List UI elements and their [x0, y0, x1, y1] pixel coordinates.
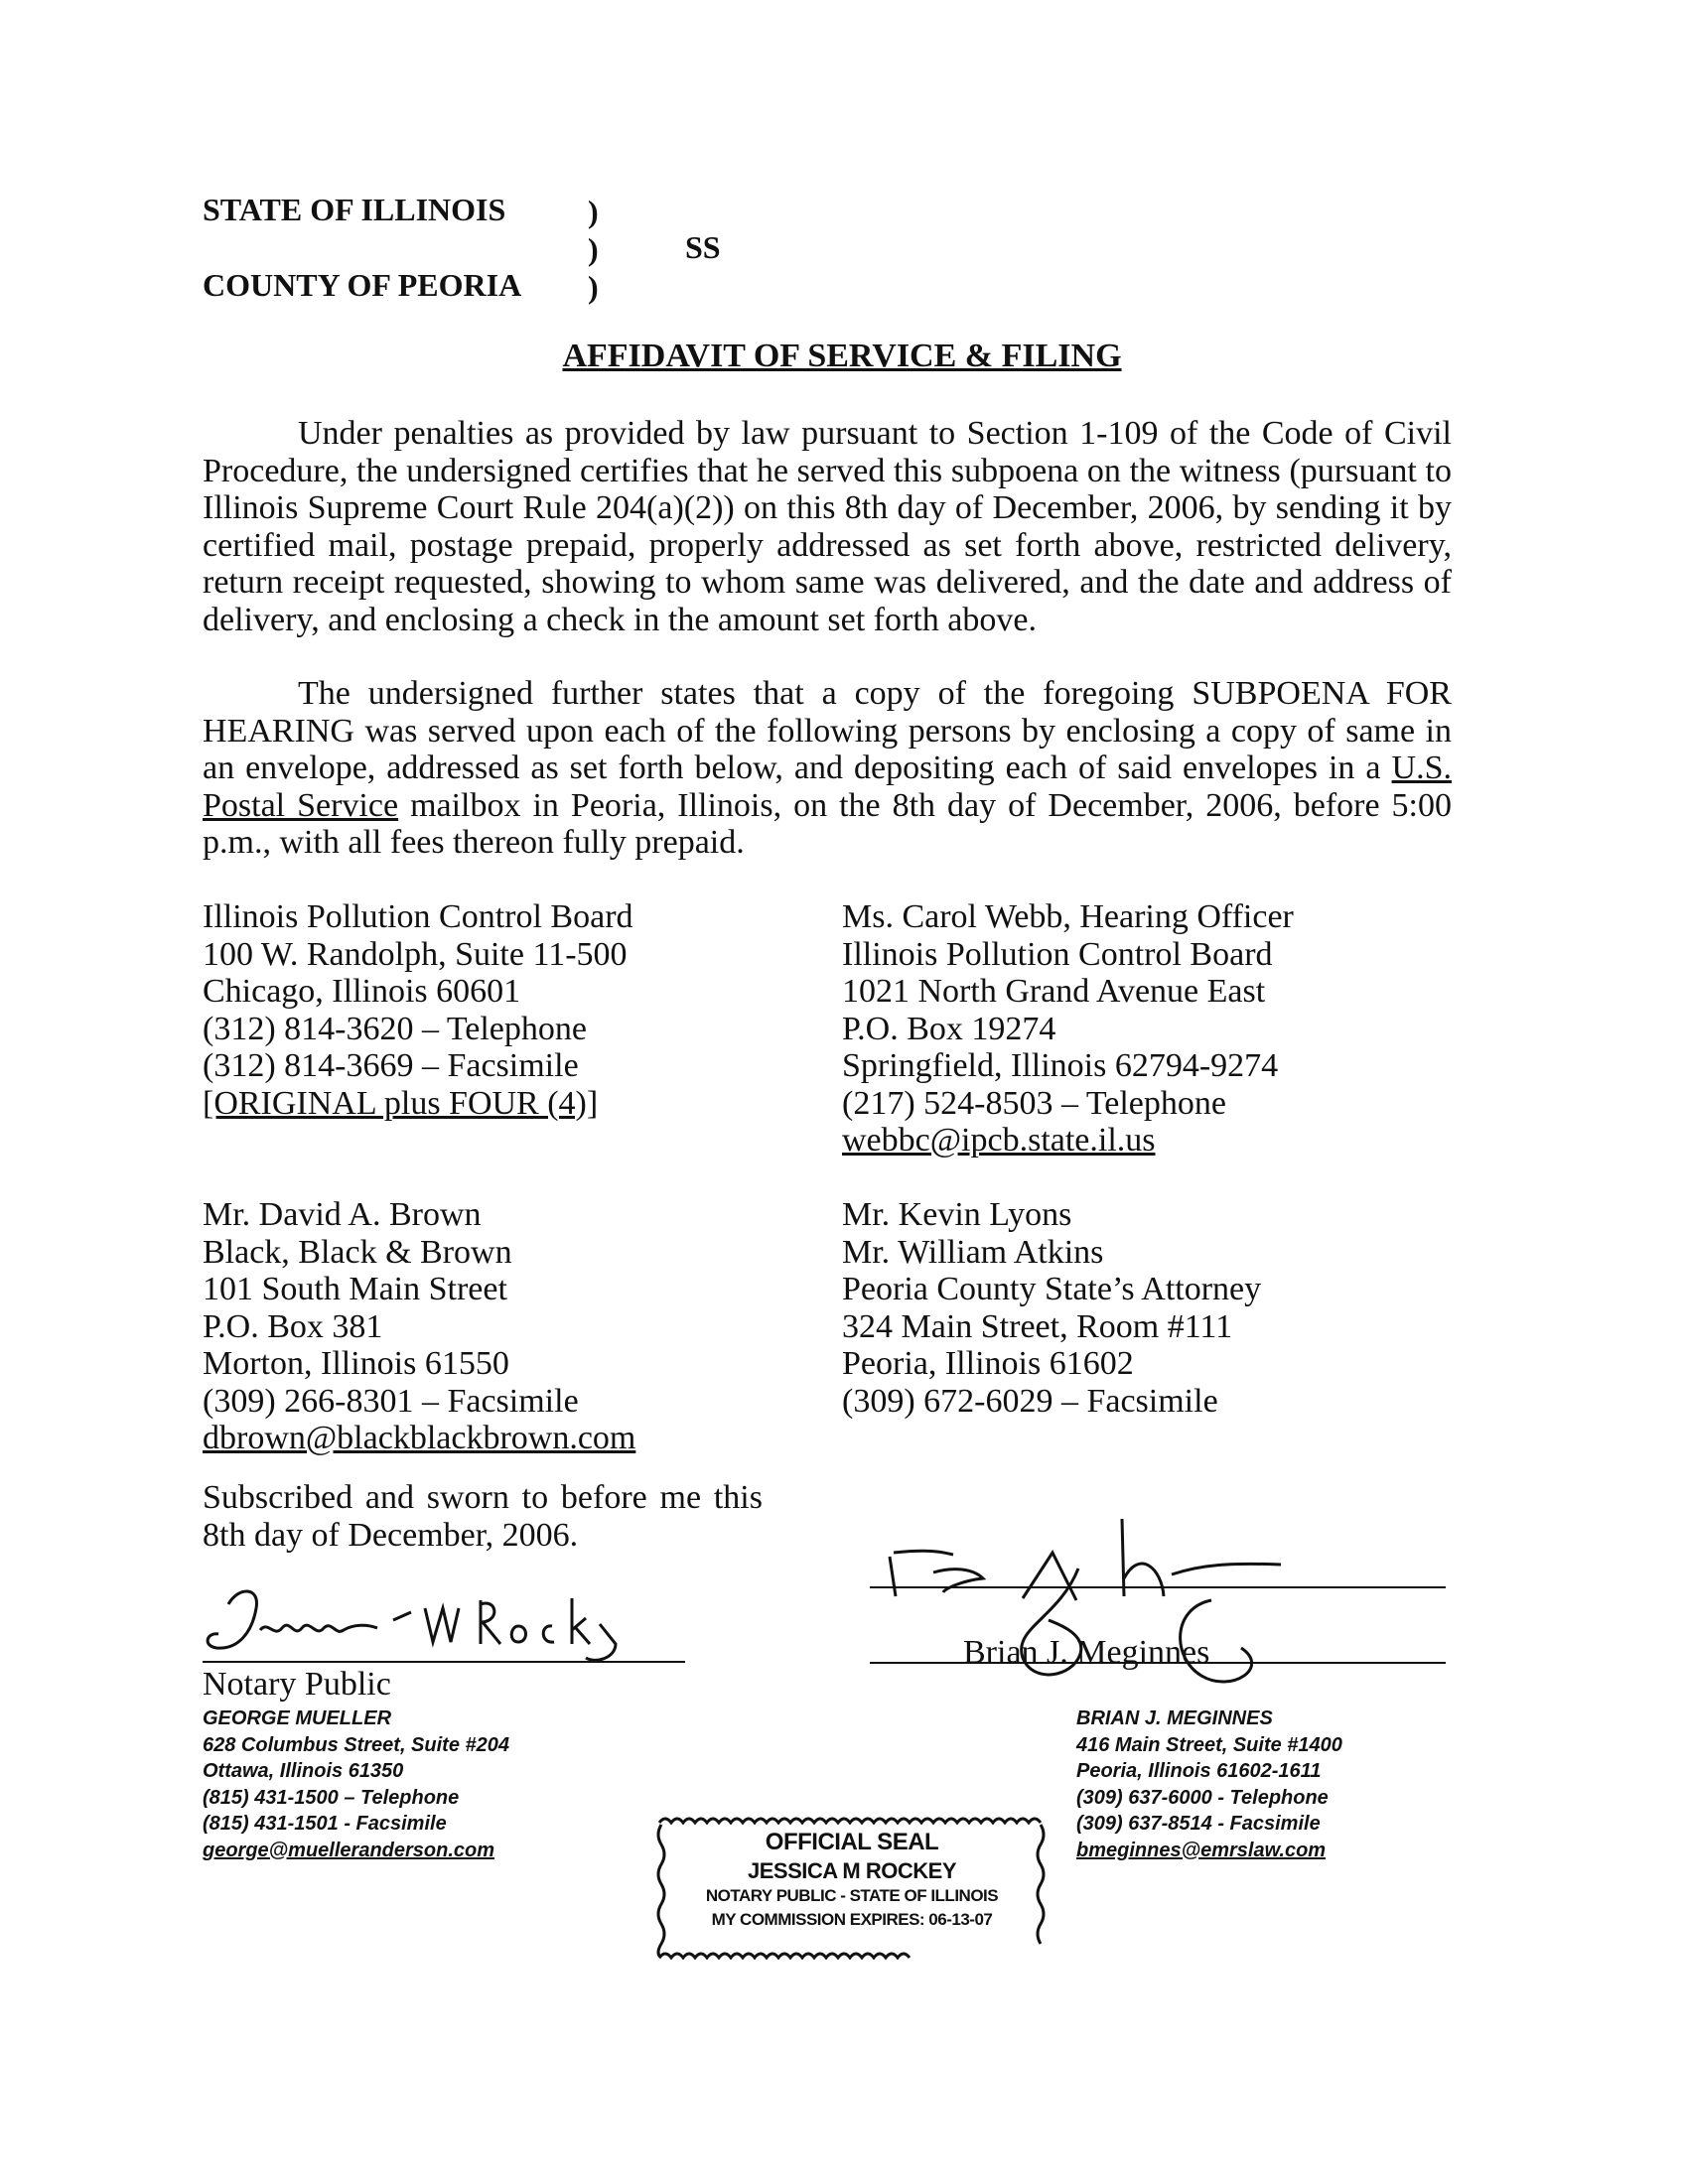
address-line: 100 W. Randolph, Suite 11-500	[203, 935, 628, 973]
document-title: AFFIDAVIT OF SERVICE & FILING	[562, 338, 1122, 374]
address-line: Illinois Pollution Control Board	[842, 935, 1273, 973]
address-line: Chicago, Illinois 60601	[203, 973, 521, 1010]
meginnes-contact-block	[1076, 1706, 1342, 1863]
mueller-contact-block	[203, 1706, 509, 1863]
address-line: Springfield, Illinois 62794-9274	[842, 1047, 1279, 1084]
seal-notary-name: JESSICA M ROCKEY	[747, 1858, 956, 1883]
signature-line-upper	[870, 1586, 1446, 1588]
contact-line: 416 Main Street, Suite #1400	[1076, 1733, 1342, 1756]
sworn-statement: Subscribed and sworn to before me this 8th day of December, 2006.	[203, 1479, 763, 1554]
copies-note: [ORIGINAL plus FOUR (4)]	[203, 1084, 599, 1122]
contact-line: (815) 431-1500 – Telephone	[203, 1786, 460, 1809]
official-seal-stamp	[651, 1809, 1052, 1968]
email-link[interactable]: webbc@ipcb.state.il.us	[842, 1122, 1156, 1159]
email-link[interactable]: george@muelleranderson.com	[203, 1839, 495, 1861]
recipient-webb	[842, 898, 1294, 1160]
address-line: 1021 North Grand Avenue East	[842, 973, 1266, 1010]
address-line: (309) 266-8301 – Facsimile	[203, 1382, 579, 1420]
caption-paren: )	[588, 231, 599, 267]
address-line: 101 South Main Street	[203, 1271, 507, 1307]
email-link[interactable]: dbrown@blackblackbrown.com	[203, 1420, 636, 1456]
ss-label: SS	[685, 229, 721, 265]
county-label: COUNTY OF PEORIA	[203, 267, 522, 303]
seal-title: OFFICIAL SEAL	[765, 1829, 939, 1855]
address-line: Mr. Kevin Lyons	[842, 1196, 1072, 1233]
address-line: P.O. Box 381	[203, 1307, 383, 1345]
mailing-paragraph-text: The undersigned further states that a copy of the foregoing SUBPOENA FOR HEARING was served upon each of the following persons by enclosing a copy of same in an envelope, addressed as set forth below, and depositing each of said envelopes in a	[203, 675, 1452, 786]
address-line: Peoria, Illinois 61602	[842, 1345, 1134, 1382]
recipient-brown	[203, 1196, 635, 1457]
address-line: 324 Main Street, Room #111	[842, 1307, 1233, 1345]
mailing-paragraph-text: mailbox in Peoria, Illinois, on the 8th day of December, 2006, before 5:00 p.m., with all fees thereon fully prepaid.	[203, 786, 1453, 861]
contact-line: (309) 637-8514 - Facsimile	[1076, 1813, 1321, 1835]
address-line: Illinois Pollution Control Board	[203, 898, 633, 935]
caption-paren: )	[588, 269, 599, 305]
contact-line: (815) 431-1501 - Facsimile	[203, 1813, 447, 1835]
address-line: (309) 672-6029 – Facsimile	[842, 1382, 1218, 1420]
state-label: STATE OF ILLINOIS	[203, 192, 506, 227]
service-paragraph: Under penalties as provided by law pursuant to Section 1-109 of the Code of Civil Procedure, the undersigned certifies that he served this subpoena on the witness (pursuant to Illinois Supreme Court Rule 204(a)(2)) on this 8th day of December, 2006, by sending it by certified mail, postage prepaid, properly addressed as set forth above, restricted delivery, return receipt requested, showing to whom same was delivered, and the date and address of delivery, and enclosing a check in the amount set forth above.	[203, 415, 1452, 638]
contact-line: BRIAN J. MEGINNES	[1076, 1707, 1273, 1729]
address-line: Peoria County State’s Attorney	[842, 1271, 1262, 1307]
mailing-paragraph	[203, 675, 1452, 862]
contact-line: Peoria, Illinois 61602-1611	[1076, 1760, 1322, 1782]
seal-state-line: NOTARY PUBLIC - STATE OF ILLINOIS	[705, 1886, 999, 1905]
contact-line: 628 Columbus Street, Suite #204	[203, 1733, 510, 1756]
signature-line-lower	[870, 1662, 1446, 1664]
signer-name: Brian J. Meginnes	[963, 1634, 1210, 1671]
seal-expiration: MY COMMISSION EXPIRES: 06-13-07	[711, 1910, 993, 1929]
email-link[interactable]: bmeginnes@emrslaw.com	[1076, 1839, 1327, 1861]
address-line: Morton, Illinois 61550	[203, 1345, 509, 1382]
contact-line: (309) 637-6000 - Telephone	[1076, 1786, 1329, 1809]
address-line: Mr. David A. Brown	[203, 1196, 482, 1233]
notary-signature	[199, 1569, 715, 1668]
contact-line: Ottawa, Illinois 61350	[203, 1760, 404, 1782]
caption-paren: )	[588, 194, 599, 229]
address-line: Mr. William Atkins	[842, 1233, 1104, 1271]
recipient-lyons	[842, 1196, 1261, 1420]
recipient-ipcb	[203, 898, 633, 1122]
address-line: P.O. Box 19274	[842, 1010, 1056, 1047]
address-line: Black, Black & Brown	[203, 1233, 512, 1271]
postal-service-text: U.S. Postal Service	[203, 750, 1452, 824]
address-line: (312) 814-3620 – Telephone	[203, 1010, 587, 1047]
address-line: (312) 814-3669 – Facsimile	[203, 1047, 579, 1084]
address-line: Ms. Carol Webb, Hearing Officer	[842, 898, 1294, 935]
contact-line: GEORGE MUELLER	[203, 1707, 392, 1729]
notary-signature-line	[203, 1661, 685, 1663]
address-line: (217) 524-8503 – Telephone	[842, 1084, 1226, 1122]
notary-label: Notary Public	[203, 1666, 391, 1703]
